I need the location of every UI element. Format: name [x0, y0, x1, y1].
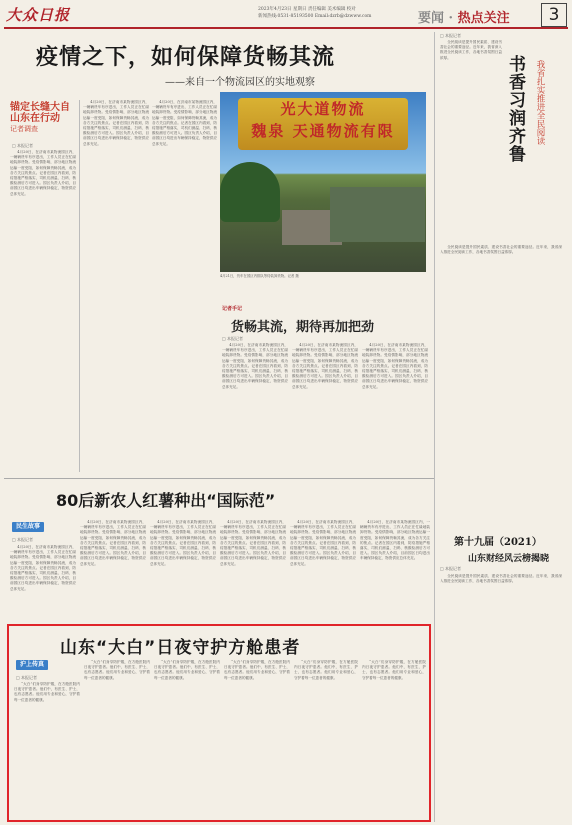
mid-body-4: 4月20日，在济南市某物流园区内，一辆辆货车有序进出，工作人员正在忙碌地装卸货物。受疫情影响，部分地区物流运输一度受阻，如何保障货畅其流，成为各方关注的焦点。记者在园区内看到，防疫措施严格落实，司机们测温、扫码、核酸检测后方可进入。园区负责人介绍，目前园区日均进出车辆保持稳定，物资供应总体充足。 — [220, 520, 286, 566]
editorial-column-2 — [292, 343, 358, 473]
lead-headline[interactable]: 疫情之下，如何保障货畅其流 — [36, 45, 336, 70]
masthead-meta-line2: 新闻热线:0531-85193500 Email:dzrb@dzwww.com — [258, 14, 372, 19]
lead-author: □ 本报记者 — [12, 143, 34, 148]
hl-body-3: “大白”们身穿防护服，在方舱医院内日夜守护患者。他们中，有医生、护士，也有志愿者。他们用专业和爱心，守护着每一位患者的健康。 — [154, 660, 220, 680]
right-column-divider — [434, 32, 435, 822]
mid-column-1 — [10, 545, 76, 619]
editorial-column-1 — [222, 343, 288, 473]
hl-body-4: “大白”们身穿防护服，在方舱医院内日夜守护患者。他们中，有医生、护士，也有志愿者。他们用专业和爱心，守护着每一位患者的健康。 — [224, 660, 290, 680]
mid-tag: 民生故事 — [12, 522, 44, 532]
photo-caption: 4月21日，货车在园区内排队等待装卸货物。记者 摄 — [220, 274, 299, 278]
lead-body-3: 4月20日，在济南市某物流园区内，一辆辆货车有序进出，工作人员正在忙碌地装卸货物。受疫情影响，部分地区物流运输一度受阻，如何保障货畅其流，成为各方关注的焦点。记者在园区内看到，防疫措施严格落实，司机们测温、扫码、核酸检测后方可进入。园区负责人介绍，目前园区日均进出车辆保持稳定，物资供应总体充足。 — [152, 100, 217, 146]
editorial-column-3 — [362, 343, 428, 473]
mid-headline[interactable]: 80后新农人红薯种出“国际范” — [56, 491, 276, 510]
mid-body-5: 4月20日，在济南市某物流园区内，一辆辆货车有序进出，工作人员正在忙碌地装卸货物。受疫情影响，部分地区物流运输一度受阻，如何保障货畅其流，成为各方关注的焦点。记者在园区内看到，防疫措施严格落实，司机们测温、扫码、核酸检测后方可进入。园区负责人介绍，目前园区日均进出车辆保持稳定，物资供应总体充足。 — [290, 520, 356, 566]
section-name: 要闻 · 热点关注 — [418, 11, 510, 26]
editorial-body-1: 4月20日，在济南市某物流园区内，一辆辆货车有序进出，工作人员正在忙碌地装卸货物。受疫情影响，部分地区物流运输一度受阻，如何保障货畅其流，成为各方关注的焦点。记者在园区内看到，防疫措施严格落实，司机们测温、扫码、核酸检测后方可进入。园区负责人介绍，目前园区日均进出车辆保持稳定，物资供应总体充足。 — [222, 343, 288, 389]
lead-column-3 — [152, 100, 217, 472]
hl-body-2: “大白”们身穿防护服，在方舱医院内日夜守护患者。他们中，有医生、护士，也有志愿者。他们用专业和爱心，守护着每一位患者的健康。 — [84, 660, 150, 680]
lead-column-2 — [83, 100, 149, 472]
highlighted-author: □ 本报记者 — [16, 675, 38, 680]
page-number: 3 — [541, 3, 567, 27]
right-vertical-sub: 我省扎实推进全民阅读 — [535, 60, 545, 145]
lead-body-1: 4月20日，在济南市某物流园区内，一辆辆货车有序进出，工作人员正在忙碌地装卸货物。受疫情影响，部分地区物流运输一度受阻，如何保障货畅其流，成为各方关注的焦点。记者在园区内看到，防疫措施严格落实，司机们测温、扫码、核酸检测后方可进入。园区负责人介绍，目前园区日均进出车辆保持稳定，物资供应总体充足。 — [10, 150, 76, 196]
mid-body-3: 4月20日，在济南市某物流园区内，一辆辆货车有序进出，工作人员正在忙碌地装卸货物。受疫情影响，部分地区物流运输一度受阻，如何保障货畅其流，成为各方关注的焦点。记者在园区内看到，防疫措施严格落实，司机们测温、扫码、核酸检测后方可进入。园区负责人介绍，目前园区日均进出车辆保持稳定，物资供应总体充足。 — [150, 520, 216, 566]
photo-sign — [238, 98, 408, 150]
hl-column-5 — [294, 660, 358, 816]
editorial-body-3: 4月20日，在济南市某物流园区内，一辆辆货车有序进出，工作人员正在忙碌地装卸货物。受疫情影响，部分地区物流运输一度受阻，如何保障货畅其流，成为各方关注的焦点。记者在园区内看到，防疫措施严格落实，司机们测温、扫码、核酸检测后方可进入。园区负责人介绍，目前园区日均进出车辆保持稳定，物资供应总体充足。 — [362, 343, 428, 389]
masthead-logo: 大众日报 — [6, 6, 71, 24]
hl-column-3 — [154, 660, 220, 816]
editorial-title[interactable]: 货畅其流，期待再加把劲 — [231, 320, 375, 335]
highlighted-tag: 沪上传真 — [16, 660, 48, 670]
award-title[interactable]: 第十九届（2021） — [454, 537, 542, 548]
right-body-1: 全民阅读是提升国民素质、建设书香社会的重要途径。近年来，我省深入推进全民阅读工作，各地书香氛围日益浓厚。 — [440, 40, 502, 60]
right-body-2: 全民阅读是提升国民素质、建设书香社会的重要途径。近年来，我省深入推进全民阅读工作，各地书香氛围日益浓厚。 — [440, 245, 562, 255]
mid-column-2 — [80, 520, 146, 619]
mid-column-3 — [150, 520, 216, 619]
hl-body-6: “大白”们身穿防护服，在方舱医院内日夜守护患者。他们中，有医生、护士，也有志愿者。他们用专业和爱心，守护着每一位患者的健康。 — [362, 660, 426, 680]
lead-body-2: 4月20日，在济南市某物流园区内，一辆辆货车有序进出，工作人员正在忙碌地装卸货物。受疫情影响，部分地区物流运输一度受阻，如何保障货畅其流，成为各方关注的焦点。记者在园区内看到，防疫措施严格落实，司机们测温、扫码、核酸检测后方可进入。园区负责人介绍，目前园区日均进出车辆保持稳定，物资供应总体充足。 — [83, 100, 149, 146]
mid-author: □ 本报记者 — [12, 537, 34, 542]
right-vertical-title[interactable]: 书香习润齐鲁 — [505, 55, 525, 163]
section-hot-label: 热点关注 — [457, 11, 510, 26]
mid-body-2: 4月20日，在济南市某物流园区内，一辆辆货车有序进出，工作人员正在忙碌地装卸货物。受疫情影响，部分地区物流运输一度受阻，如何保障货畅其流，成为各方关注的焦点。记者在园区内看到，防疫措施严格落实，司机们测温、扫码、核酸检测后方可进入。园区负责人介绍，目前园区日均进出车辆保持稳定，物资供应总体充足。 — [80, 520, 146, 566]
editorial-author: □ 本报记者 — [222, 336, 244, 341]
hl-body-1: “大白”们身穿防护服，在方舱医院内日夜守护患者。他们中，有医生、护士，也有志愿者。他们用专业和爱心，守护着每一位患者的健康。 — [14, 682, 80, 702]
banner-line3: 记者调查 — [10, 125, 38, 133]
right-column-text-1 — [440, 40, 502, 240]
mid-body-6: 4月20日，在济南市某物流园区内，一辆辆货车有序进出，工作人员正在忙碌地装卸货物。受疫情影响，部分地区物流运输一度受阻，如何保障货畅其流，成为各方关注的焦点。记者在园区内看到，防疫措施严格落实，司机们测温、扫码、核酸检测后方可进入。园区负责人介绍，目前园区日均进出车辆保持稳定，物资供应总体充足。 — [360, 520, 430, 561]
hl-body-5: “大白”们身穿防护服，在方舱医院内日夜守护患者。他们中，有医生、护士，也有志愿者。他们用专业和爱心，守护着每一位患者的健康。 — [294, 660, 358, 680]
campaign-banner — [10, 102, 82, 136]
banner-line2: 山东在行动 — [10, 113, 60, 124]
award-body: 全民阅读是提升国民素质、建设书香社会的重要途径。近年来，我省深入推进全民阅读工作，各地书香氛围日益浓厚。 — [440, 574, 562, 584]
photo-sign-line2: 魏泉 天通物流有限 — [251, 122, 395, 140]
award-text — [440, 574, 562, 822]
hl-column-6 — [362, 660, 426, 816]
mid-column-6 — [360, 520, 430, 619]
banner-line1: 锚定长缝大自 — [10, 102, 70, 113]
lead-photo[interactable] — [220, 92, 426, 272]
award-author: □ 本报记者 — [440, 566, 462, 571]
hl-column-4 — [224, 660, 290, 816]
award-subtitle[interactable]: 山东财经风云榜揭晓 — [468, 554, 550, 564]
highlighted-headline[interactable]: 山东“大白”日夜守护方舱患者 — [60, 638, 301, 658]
photo-sign-line1: 光大道物流 — [280, 100, 366, 118]
masthead-meta-line1: 2023年4月23日 星期日 责任编辑 美术编辑 校对 — [258, 7, 356, 12]
lead-column-1 — [10, 150, 76, 472]
photo-truck — [330, 187, 425, 242]
editorial-label: 记者手记 — [222, 306, 243, 312]
mid-column-5 — [290, 520, 356, 619]
mid-column-4 — [220, 520, 286, 619]
lead-subhead: ——来自一个物流园区的实地观察 — [165, 77, 315, 88]
photo-tree — [220, 162, 280, 222]
hl-column-2 — [84, 660, 150, 816]
masthead-meta — [258, 6, 371, 20]
mid-rule — [4, 478, 434, 479]
mid-body-1: 4月20日，在济南市某物流园区内，一辆辆货车有序进出，工作人员正在忙碌地装卸货物。受疫情影响，部分地区物流运输一度受阻，如何保障货畅其流，成为各方关注的焦点。记者在园区内看到，防疫措施严格落实，司机们测温、扫码、核酸检测后方可进入。园区负责人介绍，目前园区日均进出车辆保持稳定，物资供应总体充足。 — [10, 545, 76, 591]
column-divider — [79, 100, 80, 472]
masthead-rule — [4, 27, 568, 29]
editorial-body-2: 4月20日，在济南市某物流园区内，一辆辆货车有序进出，工作人员正在忙碌地装卸货物。受疫情影响，部分地区物流运输一度受阻，如何保障货畅其流，成为各方关注的焦点。记者在园区内看到，防疫措施严格落实，司机们测温、扫码、核酸检测后方可进入。园区负责人介绍，目前园区日均进出车辆保持稳定，物资供应总体充足。 — [292, 343, 358, 389]
section-label: 要闻 — [418, 11, 445, 26]
right-column-text-2 — [440, 245, 562, 525]
right-author: □ 本报记者 — [440, 33, 462, 38]
hl-column-1 — [14, 682, 80, 816]
